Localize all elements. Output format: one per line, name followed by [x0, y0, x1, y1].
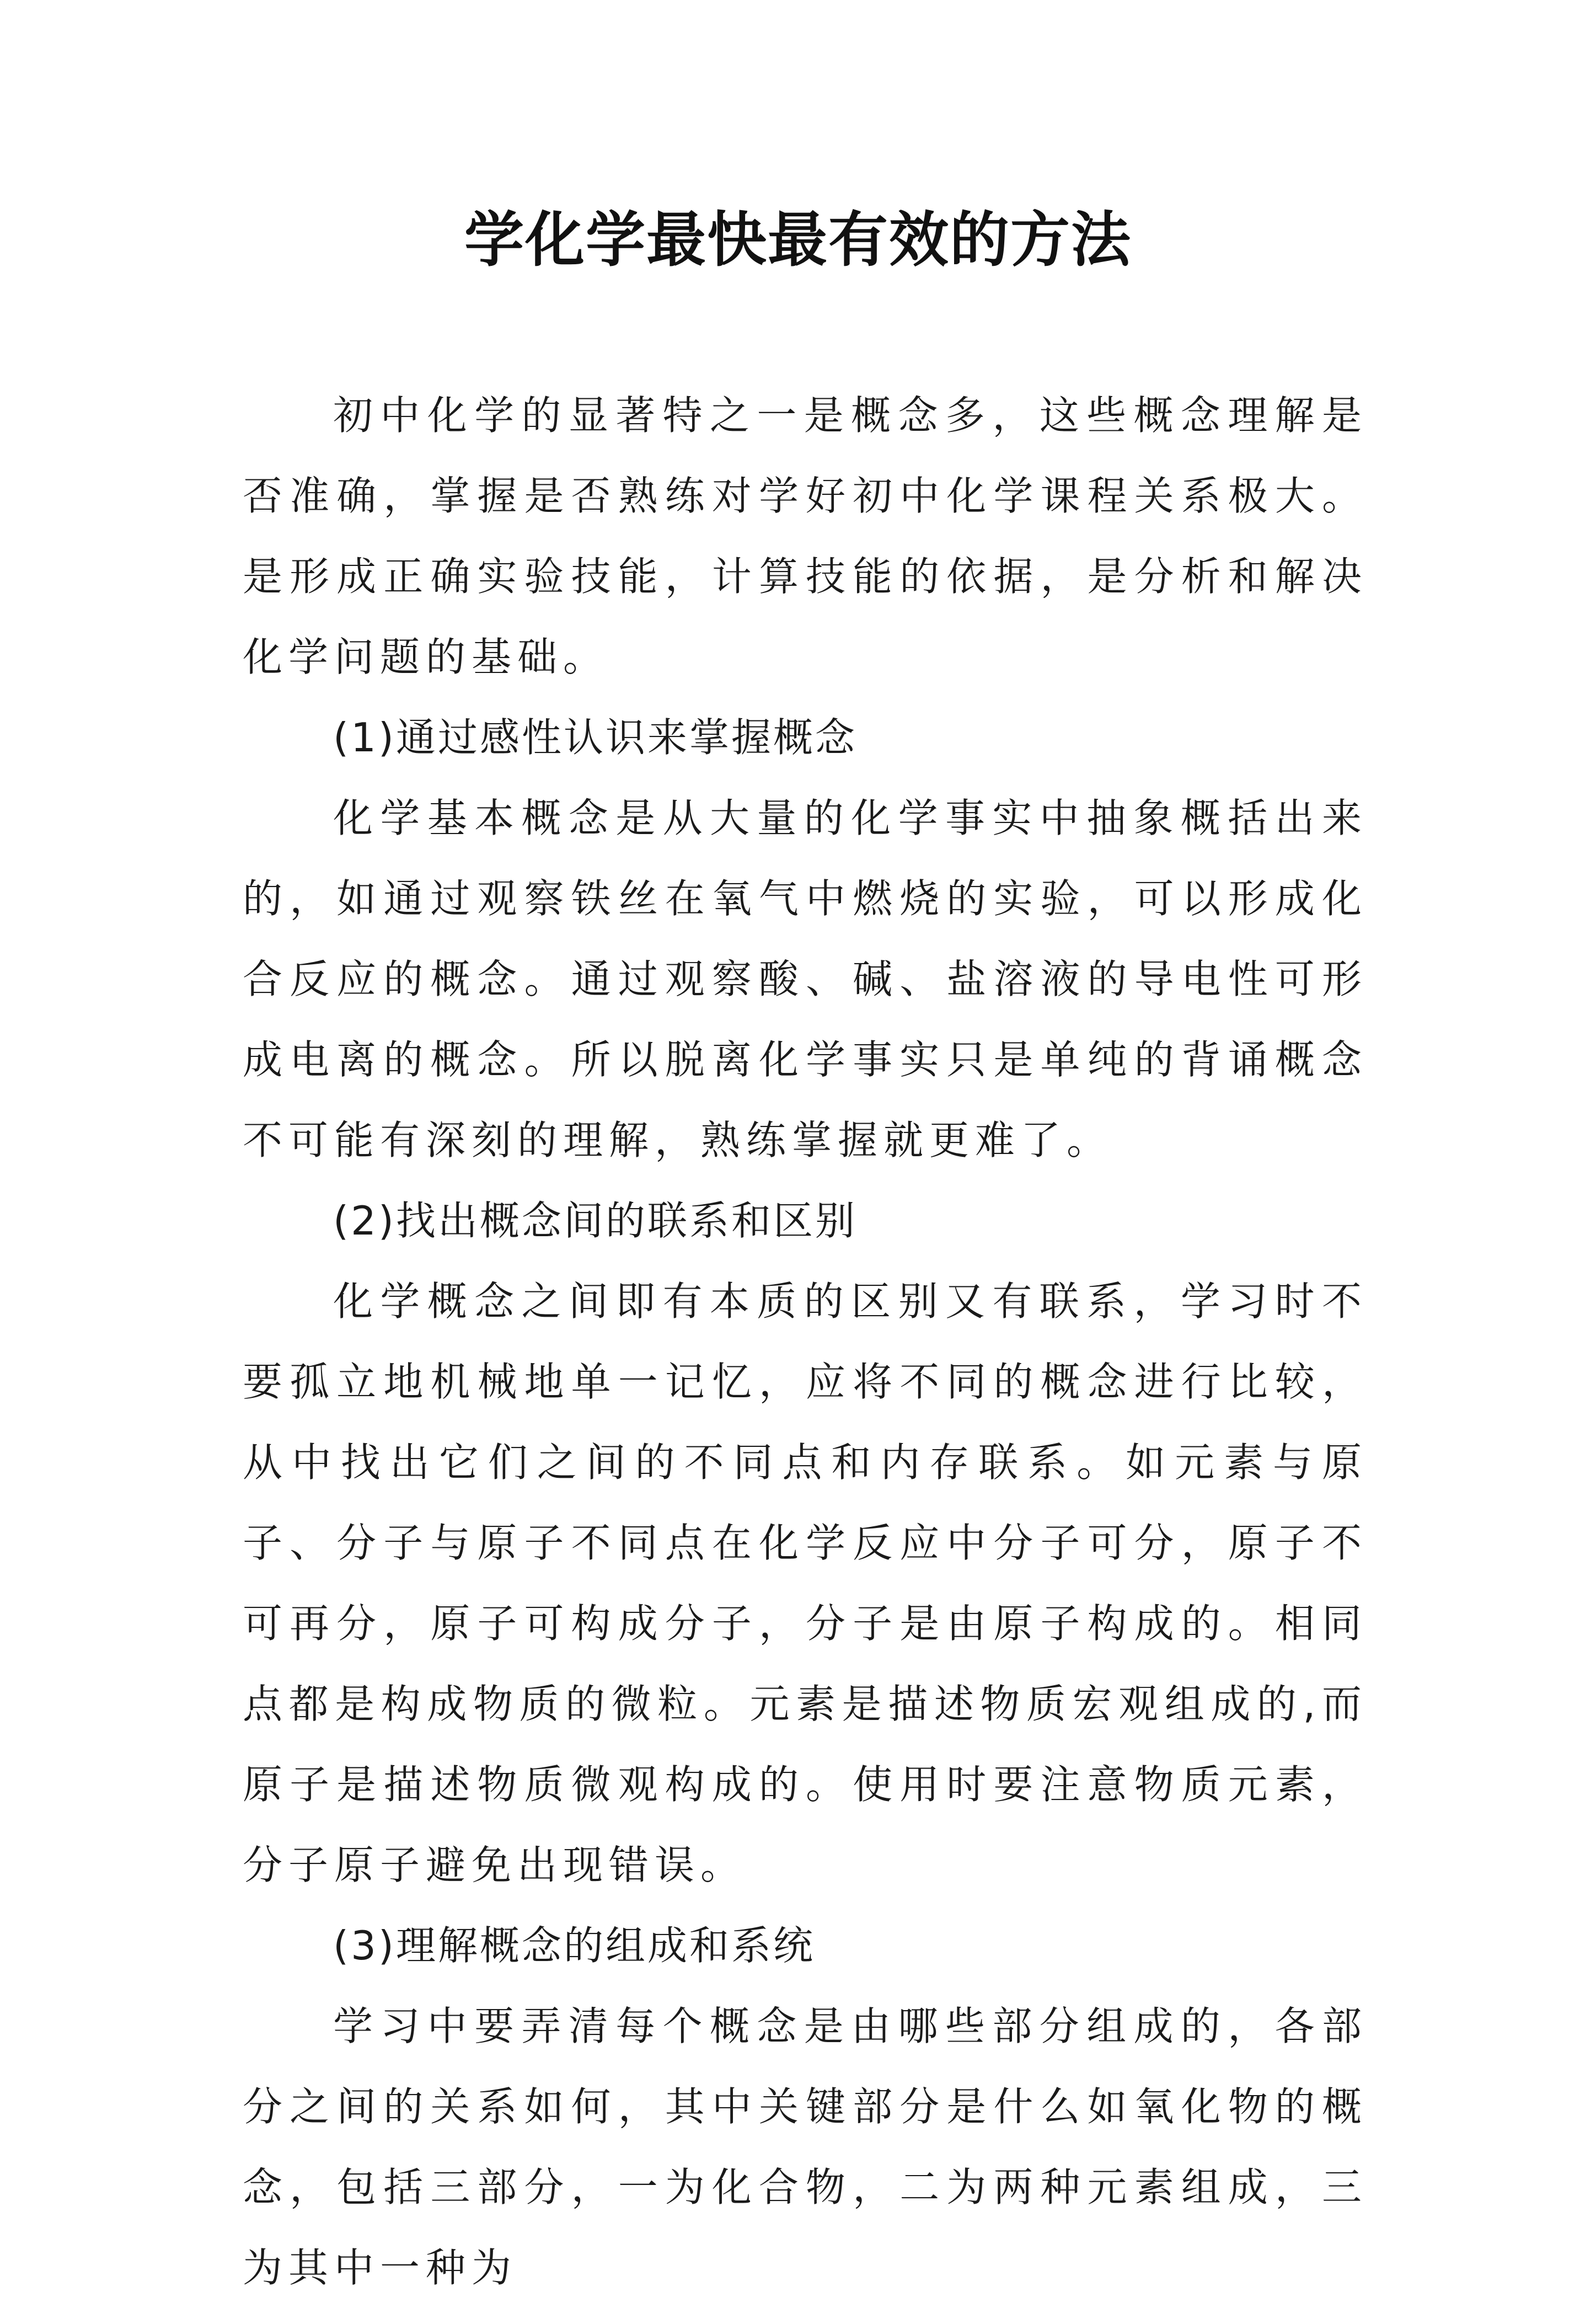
paragraph-section-1: 化学基本概念是从大量的化学事实中抽象概括出来的，如通过观察铁丝在氧气中燃烧的实验，可以形成化合反应的概念。通过观察酸、碱、盐溶液的导电性可形成电离的概念。所以脱离化学事实只是单纯的背诵概念不可能有深刻的理解，熟练掌握就更难了。 [243, 795, 1368, 1163]
paragraph-section-2: 化学概念之间即有本质的区别又有联系，学习时不要孤立地机械地单一记忆，应将不同的概念进行比较，从中找出它们之间的不同点和内存联系。如元素与原子、分子与原子不同点在化学反应中分子可分，原子不可再分，原子可构成分子，分子是由原子构成的。相同点都是构成物质的微粒。元素是描述物质宏观组成的,而原子是描述物质微观构成的。使用时要注意物质元素，分子原子避免出现错误。 [243, 1278, 1368, 1888]
section-heading-2: (2)找出概念间的联系和区别 [333, 1198, 857, 1244]
document-body [243, 375, 1368, 2308]
section-heading-3: (3)理解概念的组成和系统 [333, 1922, 815, 1969]
paragraph-section-3: 学习中要弄清每个概念是由哪些部分组成的，各部分之间的关系如何，其中关键部分是什么如氧化物的概念，包括三部分，一为化合物，二为两种元素组成，三为其中一种为 [243, 2003, 1368, 2291]
section-heading-1: (1)通过感性认识来掌握概念 [333, 714, 857, 761]
document-title: 学化学最快最有效的方法 [464, 205, 1132, 275]
paragraph-intro: 初中化学的显著特之一是概念多，这些概念理解是否准确，掌握是否熟练对学好初中化学课程关系极大。是形成正确实验技能，计算技能的依据，是分析和解决化学问题的基础。 [243, 392, 1368, 680]
